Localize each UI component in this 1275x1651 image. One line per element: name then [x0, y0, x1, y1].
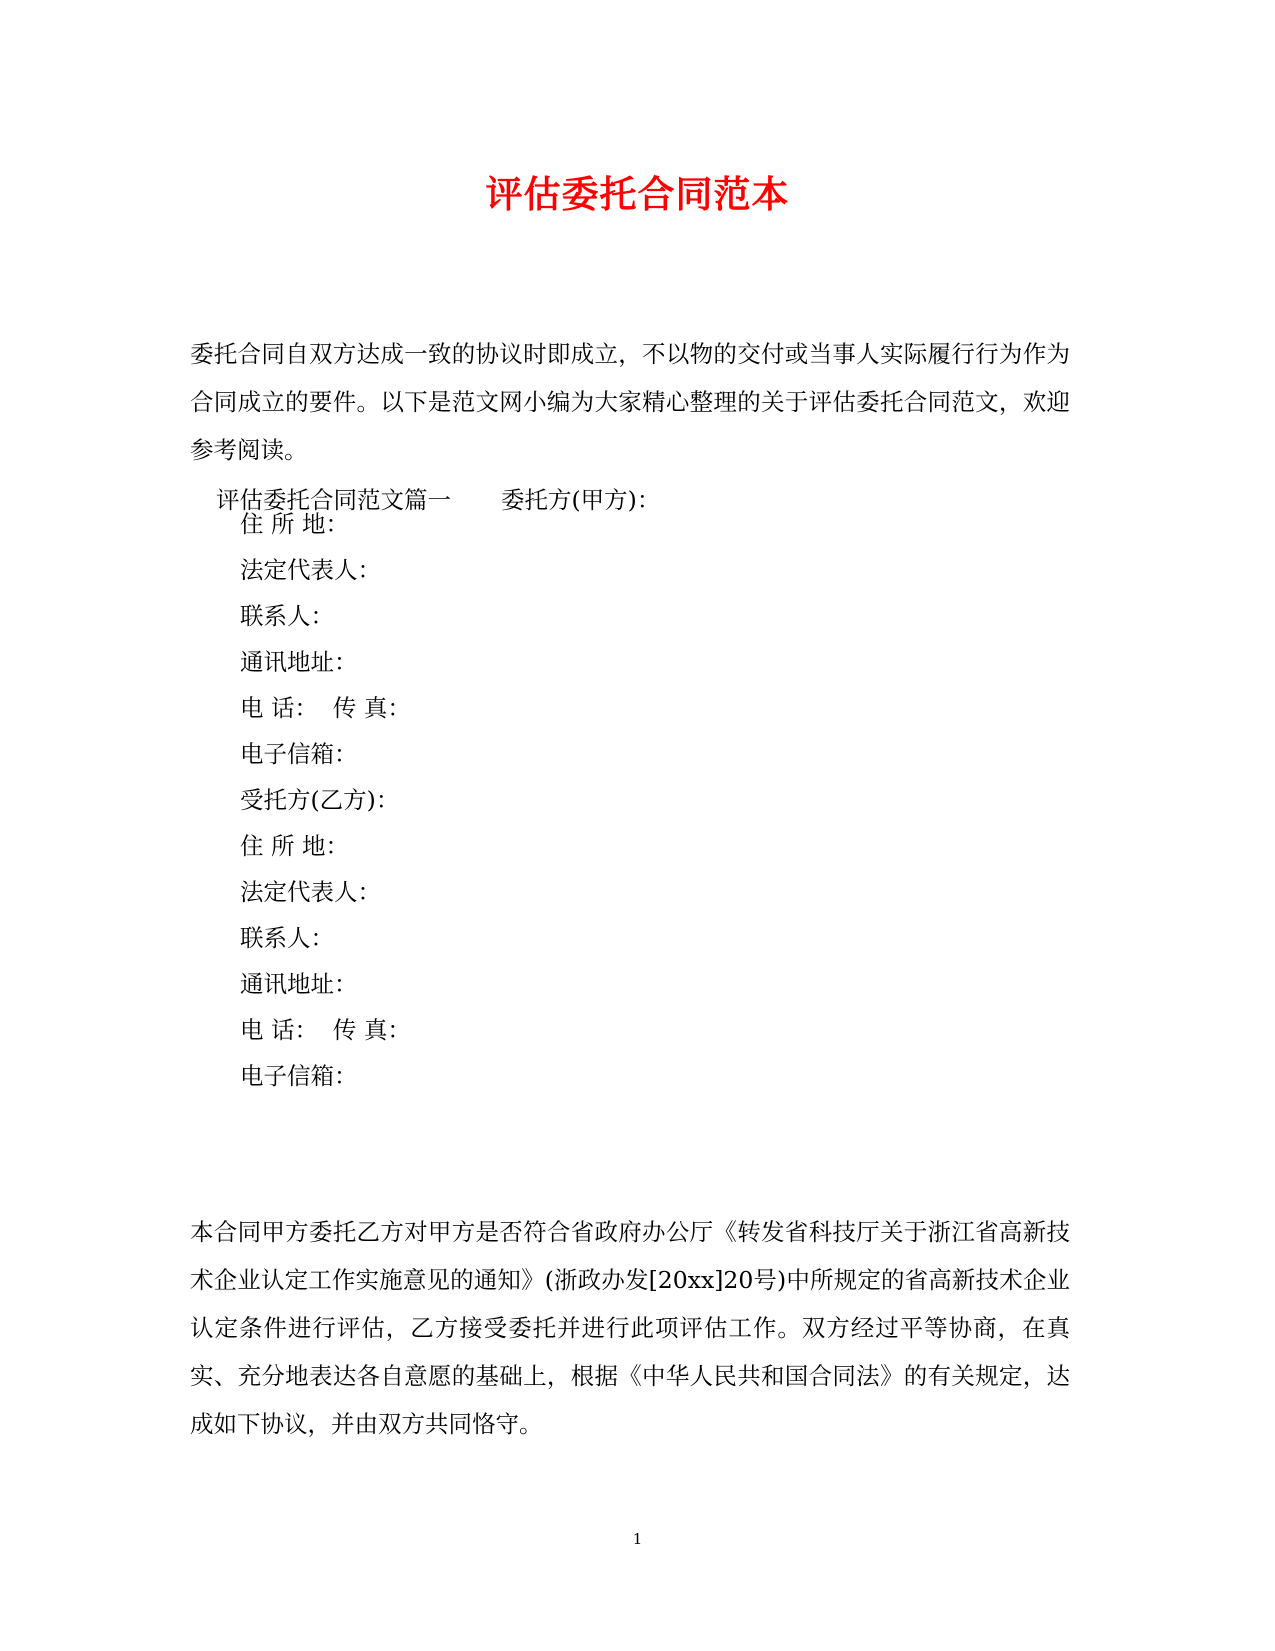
party-a-contact: 联系人：: [240, 602, 334, 630]
party-b-label: 受托方(乙方)：: [240, 786, 400, 814]
party-b-mail-address: 通讯地址：: [240, 970, 358, 998]
party-a-phone-fax: 电 话： 传 真：: [240, 694, 411, 722]
page-number: 1: [632, 1530, 643, 1548]
document-title: 评估委托合同范本: [485, 172, 790, 216]
intro-paragraph: 委托合同自双方达成一致的协议时即成立，不以物的交付或当事人实际履行行为作为合同成立的要件。以下是范文网小编为大家精心整理的关于评估委托合同范文，欢迎参考阅读。: [190, 340, 1070, 464]
party-a-mail-address: 通讯地址：: [240, 648, 358, 676]
body-paragraph: 本合同甲方委托乙方对甲方是否符合省政府办公厅《转发省科技厅关于浙江省高新技术企业认定工作实施意见的通知》(浙政办发[20xx]20号)中所规定的省高新技术企业认定条件进行评估，乙方接受委托并进行此项评估工作。双方经过平等协商，在真实、充分地表达各自意愿的基础上，根据《中华人民共和国合同法》的有关规定，达成如下协议，并由双方共同恪守。: [190, 1218, 1070, 1438]
party-b-legal-rep: 法定代表人：: [240, 878, 381, 906]
party-a-label: 委托方(甲方)：: [501, 486, 661, 514]
section-heading: 评估委托合同范文篇一: [216, 486, 451, 514]
party-b-email: 电子信箱：: [240, 1062, 358, 1090]
party-b-contact: 联系人：: [240, 924, 334, 952]
party-a-address: 住 所 地：: [240, 510, 349, 538]
party-a-legal-rep: 法定代表人：: [240, 556, 381, 584]
party-b-phone-fax: 电 话： 传 真：: [240, 1016, 411, 1044]
party-b-address: 住 所 地：: [240, 832, 349, 860]
party-a-email: 电子信箱：: [240, 740, 358, 768]
